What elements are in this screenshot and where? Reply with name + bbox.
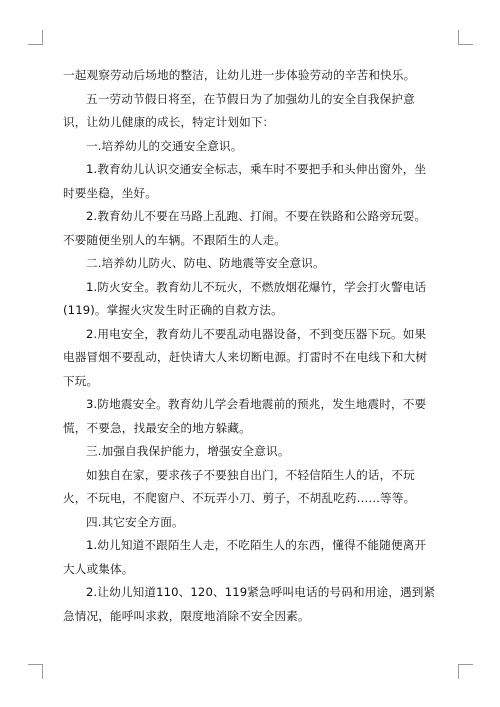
section-heading: 四.其它安全方面。 [86, 514, 184, 529]
paragraph: 2.用电安全，教育幼儿不要乱动电器设备，不到变压器下玩。如果电器冒烟不要乱动，赶快请大人来切断电源。打雷时不在电线下和大树下玩。 [63, 326, 428, 388]
document-body [63, 64, 437, 628]
paragraph: 3.防地震安全。教育幼儿学会看地震前的预兆，发生地震时，不要慌，不要急，找最安全的地方躲藏。 [63, 397, 427, 435]
crop-mark-top-right [458, 30, 473, 45]
paragraph: 五一劳动节假日将至，在节假日为了加强幼儿的安全自我保护意识，让幼儿健康的成长，特定计划如下： [63, 91, 415, 129]
crop-mark-bottom-left [28, 664, 43, 679]
paragraph: 如独自在家，要求孩子不要独自出门，不轻信陌生人的话，不玩火，不玩电，不爬窗户、不玩弄小刀、剪子，不胡乱吃药……等等。 [63, 467, 416, 505]
paragraph: 1.幼儿知道不跟陌生人走，不吃陌生人的东西，懂得不能随便离开大人或集体。 [63, 538, 427, 576]
paragraph: 1.防火安全。教育幼儿不玩火，不燃放烟花爆竹，学会打火警电话(119)。掌握火灾发生时正确的自救方法。 [63, 279, 427, 317]
section-heading: 二.培养幼儿防火、防电、防地震等安全意识。 [86, 256, 325, 270]
section-heading: 一.培养幼儿的交通安全意识。 [86, 138, 243, 153]
paragraph: 2.让幼儿知道110、120、119紧急呼叫电话的号码和用途，遇到紧急情况，能呼叫求救，限度地消除不安全因素。 [63, 585, 436, 623]
section-heading: 三.加强自我保护能力，增强安全意识。 [86, 444, 290, 458]
crop-mark-top-left [28, 30, 43, 45]
paragraph: 1.教育幼儿认识交通安全标志，乘车时不要把手和头伸出窗外，坐时要坐稳，坐好。 [63, 162, 427, 200]
paragraph: 一起观察劳动后场地的整洁，让幼儿进一步体验劳动的辛苦和快乐。 [63, 68, 416, 82]
crop-mark-bottom-right [458, 664, 473, 679]
paragraph: 2.教育幼儿不要在马路上乱跑、打闹。不要在铁路和公路旁玩耍。不要随便坐别人的车辆。不跟陌生的人走。 [63, 209, 427, 247]
